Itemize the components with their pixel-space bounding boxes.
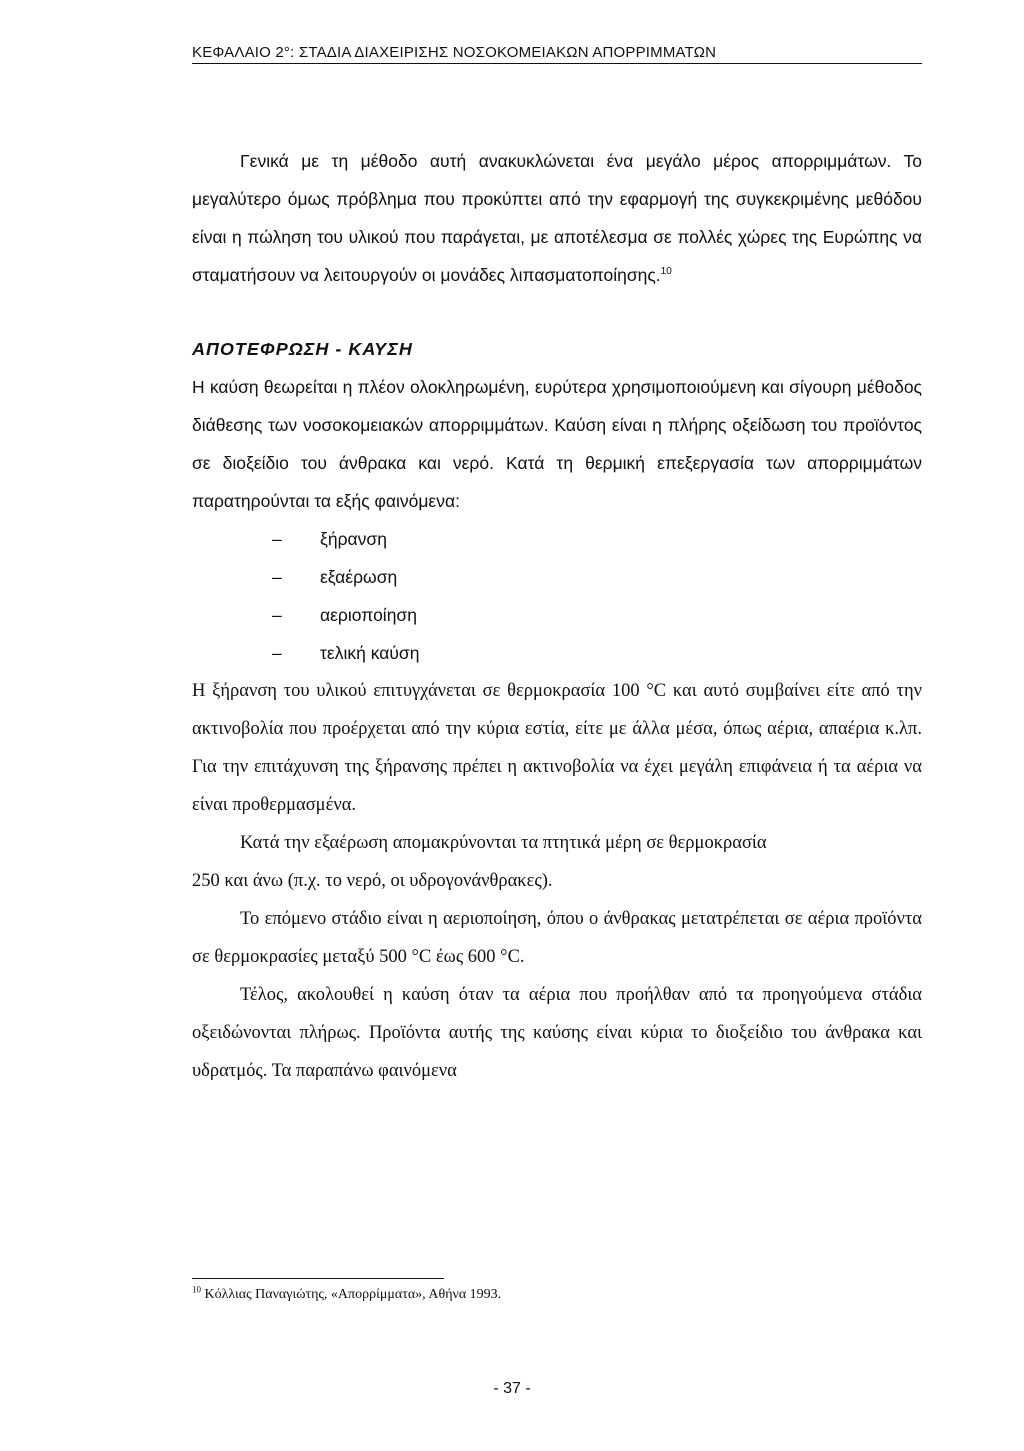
list-item: – εξαέρωση: [272, 567, 398, 587]
paragraph-4b: 250 και άνω (π.χ. το νερό, οι υδρογονάνθρακες).: [192, 871, 553, 891]
footnote: [192, 1284, 502, 1303]
footnote-reference[interactable]: 10: [660, 266, 672, 278]
list-item-text: εξαέρωση: [320, 567, 398, 587]
footnote-number: 10: [192, 1284, 201, 1295]
paragraph-5: Το επόμενο στάδιο είναι η αεριοποίηση, όπου ο άνθρακας μετατρέπεται σε αέρια προϊόντα σε θερμοκρασίες μεταξύ 500 °C έως 600 °C.: [192, 909, 922, 967]
phenomena-list: [192, 520, 922, 672]
list-item: – αεριοποίηση: [272, 605, 417, 625]
section-heading: ΑΠΟΤΕΦΡΩΣΗ - ΚΑΥΣΗ: [192, 339, 413, 359]
list-item-text: τελική καύση: [320, 643, 420, 663]
list-item: – ξήρανση: [272, 529, 387, 549]
running-header: [192, 44, 922, 64]
page-number: - 37 -: [493, 1380, 531, 1397]
paragraph-1: [192, 142, 922, 294]
body-text: [192, 142, 922, 1090]
footnote-divider: [192, 1278, 444, 1279]
paragraph-3: Η ξήρανση του υλικού επιτυγχάνεται σε θερμοκρασία 100 °C και αυτό συμβαίνει είτε από την ακτινοβολία που προέρχεται από την κύρια εστία, είτε με άλλα μέσα, όπως αέρια, απαέρια κ.λπ. Για την επιτάχυνση της ξήρανσης πρέπει η ακτινοβολία να έχει μεγάλη επιφάνεια ή τα αέρια να είναι προθερμασμένα.: [192, 681, 922, 815]
list-item-text: ξήρανση: [320, 529, 387, 549]
paragraph-2: Η καύση θεωρείται η πλέον ολοκληρωμένη, ευρύτερα χρησιμοποιούμενη και σίγουρη μέθοδος διάθεσης των νοσοκομειακών απορριμμάτων. Καύση είναι η πλήρης οξείδωση του προϊόντος σε διοξείδιο του άνθρακα και νερό. Κατά τη θερμική επεξεργασία των απορριμμάτων παρατηρούνται τα εξής φαινόμενα:: [192, 377, 922, 511]
list-item-text: αεριοποίηση: [320, 605, 417, 625]
paragraph-1-text: Γενικά με τη μέθοδο αυτή ανακυκλώνεται ένα μεγάλο μέρος απορριμμάτων. Το μεγαλύτερο όμως πρόβλημα που προκύπτει από την εφαρμογή της συγκεκριμένης μεθόδου είναι η πώληση του υλικού που παράγεται, με αποτέλεσμα σε πολλές χώρες της Ευρώπης να σταματήσουν να λειτουργούν οι μονάδες λιπασματοποίησης.: [192, 151, 922, 285]
chapter-title: ΚΕΦΑΛΑΙΟ 2°: ΣΤΑΔΙΑ ΔΙΑΧΕΙΡΙΣΗΣ ΝΟΣΟΚΟΜΕΙΑΚΩΝ ΑΠΟΡΡΙΜΜΑΤΩΝ: [192, 44, 922, 64]
paragraph-6: Τέλος, ακολουθεί η καύση όταν τα αέρια που προήλθαν από τα προηγούμενα στάδια οξειδώνονται πλήρως. Προϊόντα αυτής της καύσης είναι κύρια το διοξείδιο του άνθρακα και υδρατμός. Τα παραπάνω φαινόμενα: [192, 985, 922, 1081]
footnote-text: Κόλλιας Παναγιώτης, «Απορρίμματα», Αθήνα 1993.: [204, 1287, 502, 1302]
paragraph-4a: Κατά την εξαέρωση απομακρύνονται τα πτητικά μέρη σε θερμοκρασία: [240, 833, 767, 853]
list-item: – τελική καύση: [272, 643, 420, 663]
